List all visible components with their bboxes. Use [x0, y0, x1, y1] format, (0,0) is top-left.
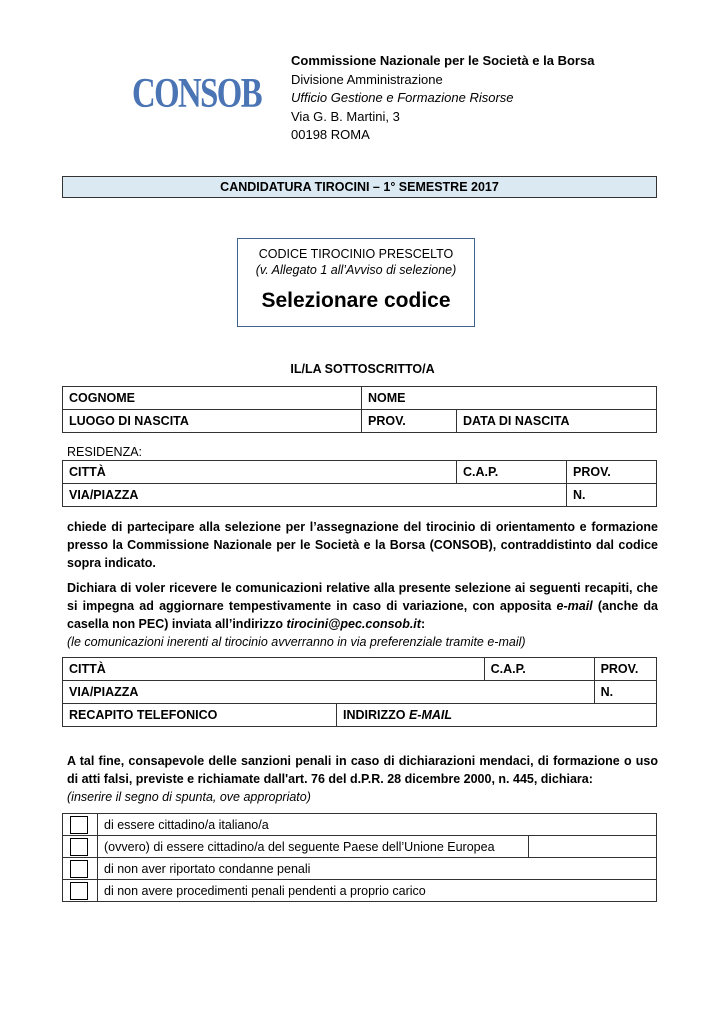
check-label: di non avere procedimenti penali pendenti a proprio carico — [98, 880, 657, 902]
email-field[interactable] — [337, 704, 657, 727]
email-label-italic: E-MAIL — [408, 708, 453, 722]
title-banner: CANDIDATURA TIROCINI – 1° SEMESTRE 2017 — [62, 176, 657, 198]
checkbox[interactable] — [70, 816, 88, 834]
residenza-table — [62, 460, 657, 507]
city: 00198 ROMA — [291, 127, 370, 142]
contact-text-c: : — [420, 617, 426, 631]
data-nascita-field[interactable]: DATA DI NASCITA — [457, 410, 657, 433]
org-name: Commissione Nazionale per le Società e la Borsa — [291, 53, 595, 68]
nome-field[interactable]: NOME — [362, 387, 657, 410]
section-subtitle: IL/LA SOTTOSCRITTO/A — [290, 362, 435, 376]
check-label: (ovvero) di essere cittadino/a del seguente Paese dell’Unione Europea — [98, 836, 529, 858]
personal-table — [62, 386, 657, 433]
request-paragraph — [67, 518, 658, 572]
check-row — [63, 880, 657, 902]
pec-address: tirocini@pec.consob.it — [286, 617, 421, 631]
check-row — [63, 858, 657, 880]
check-row — [63, 836, 657, 858]
recapiti-table — [62, 657, 657, 727]
contact-text-a: Dichiara di voler ricevere le comunicazioni relative alla presente selezione ai seguenti recapiti, che si impegna ad aggiornare tempestivamente in caso di variazione, con apposita — [67, 581, 658, 613]
street: Via G. B. Martini, 3 — [291, 108, 400, 124]
recapiti-citta-field[interactable]: CITTÀ — [63, 658, 485, 681]
eu-country-field[interactable] — [529, 836, 657, 858]
residenza-prov-field[interactable]: PROV. — [567, 461, 657, 484]
recapiti-n-field[interactable]: N. — [594, 681, 656, 704]
email-label: INDIRIZZO — [343, 708, 409, 722]
division: Divisione Amministrazione — [291, 71, 443, 87]
declaration-note: (inserire il segno di spunta, ove appropriato) — [67, 790, 311, 804]
contact-text-b: (anche da casella non PEC) inviata all’indirizzo — [67, 599, 658, 631]
residenza-cap-field[interactable]: C.A.P. — [457, 461, 567, 484]
residenza-via-field[interactable]: VIA/PIAZZA — [63, 484, 567, 507]
checkbox[interactable] — [70, 882, 88, 900]
checkbox[interactable] — [70, 838, 88, 856]
recapiti-via-field[interactable]: VIA/PIAZZA — [63, 681, 595, 704]
contact-email-word: e-mail — [556, 599, 593, 613]
cognome-field[interactable]: COGNOME — [63, 387, 362, 410]
check-row — [63, 814, 657, 836]
declaration-text: A tal fine, consapevole delle sanzioni penali in caso di dichiarazioni mendaci, di formazione o uso di atti falsi, previste e richiamate dall'art. 76 del d.P.R. 28 dicembre 2000, n. 445, dichiara: — [67, 754, 658, 786]
request-text: chiede di partecipare alla selezione per l’assegnazione del tirocinio di orientamento e formazione presso la Commissione Nazionale per le Società e la Borsa (CONSOB), contraddistinto dal codice sopra indicato. — [67, 520, 658, 570]
checkbox[interactable] — [70, 860, 88, 878]
declaration-paragraph — [67, 752, 658, 806]
code-box — [237, 238, 475, 327]
declaration-checklist — [62, 813, 657, 902]
office: Ufficio Gestione e Formazione Risorse — [291, 90, 514, 105]
residenza-label: RESIDENZA: — [67, 445, 143, 459]
code-box-note: (v. Allegato 1 all’Avviso di selezione) — [255, 263, 457, 277]
consob-logo: CONSOB — [132, 71, 261, 117]
address-block — [291, 52, 594, 145]
contact-paragraph — [67, 579, 658, 651]
recapiti-cap-field[interactable]: C.A.P. — [484, 658, 594, 681]
residenza-citta-field[interactable]: CITTÀ — [63, 461, 457, 484]
code-select[interactable]: Selezionare codice — [261, 289, 451, 312]
recapiti-prov-field[interactable]: PROV. — [594, 658, 656, 681]
prov-nascita-field[interactable]: PROV. — [362, 410, 457, 433]
luogo-nascita-field[interactable]: LUOGO DI NASCITA — [63, 410, 362, 433]
residenza-n-field[interactable]: N. — [567, 484, 657, 507]
check-label: di non aver riportato condanne penali — [98, 858, 657, 880]
code-box-title: CODICE TIROCINIO PRESCELTO — [258, 247, 454, 261]
contact-note: (le comunicazioni inerenti al tirocinio avverranno in via preferenziale tramite e-mail) — [67, 635, 526, 649]
telefono-field[interactable]: RECAPITO TELEFONICO — [63, 704, 337, 727]
check-label: di essere cittadino/a italiano/a — [98, 814, 657, 836]
